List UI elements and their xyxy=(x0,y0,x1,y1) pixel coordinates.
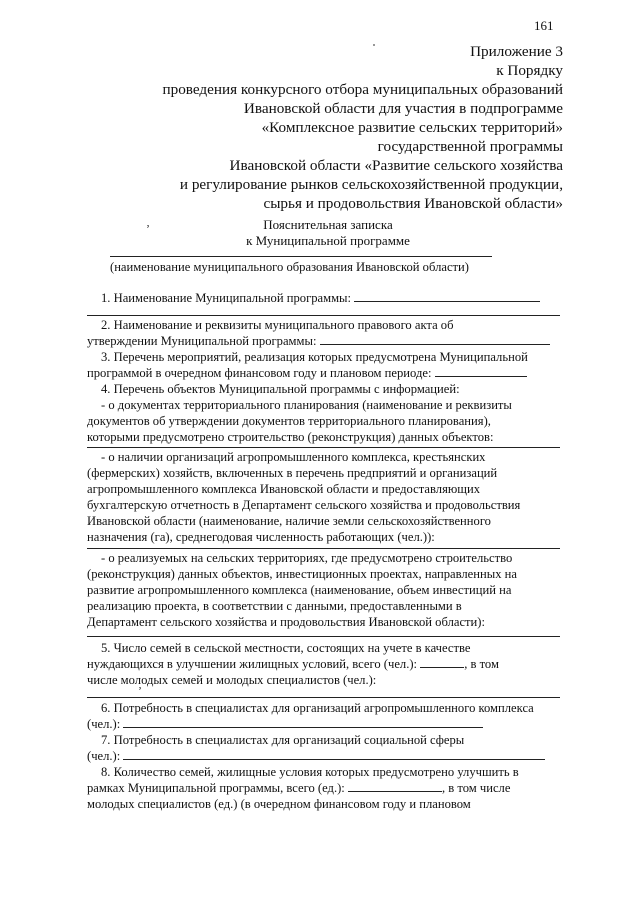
header-line: Приложение 3 xyxy=(470,43,563,60)
section-6-line1: 6. Потребность в специалистах для организаций агропромышленного комплекса xyxy=(101,701,534,715)
header-line: и регулирование рынков сельскохозяйственной продукции, xyxy=(179,176,563,193)
section-8-text: рамках Муниципальной программы, всего (ед.): xyxy=(87,781,345,795)
agro-organizations-field[interactable] xyxy=(87,548,560,549)
section-1-continuation-line[interactable] xyxy=(87,315,560,316)
planning-documents-field[interactable] xyxy=(87,447,560,448)
section-4b-line: агропромышленного комплекса Ивановской области и предоставляющих xyxy=(87,482,480,496)
section-8-line2 xyxy=(87,780,510,796)
section-5-text: нуждающихся в улучшении жилищных условий, всего (чел.): xyxy=(87,657,418,671)
section-4a-line: документов об утверждении документов территориального планирования), xyxy=(87,414,491,428)
document-subtitle: к Муниципальной программе xyxy=(246,233,410,248)
section-4b-line: - о наличии организаций агропромышленного комплекса, крестьянских xyxy=(101,450,486,464)
header-line: Ивановской области «Развитие сельского хозяйства xyxy=(229,157,563,174)
section-4c-line: (реконструкция) данных объектов, инвестиционных проектах, направленных на xyxy=(87,567,517,581)
municipality-caption: (наименование муниципального образования Ивановской области) xyxy=(110,260,469,274)
section-4b-line: (фермерских) хозяйств, включенных в перечень предприятий и организаций xyxy=(87,466,498,480)
header-line: Ивановской области для участия в подпрограмме xyxy=(243,100,563,117)
section-4c-line: Департамент сельского хозяйства и продовольствия Ивановской области): xyxy=(87,615,485,629)
header-line: к Порядку xyxy=(496,62,563,79)
page-number: 161 xyxy=(534,18,554,33)
section-4a-line: которыми предусмотрено строительство (реконструкция) данных объектов: xyxy=(87,430,494,444)
section-4b-line: бухгалтерскую отчетность в Департамент сельского хозяйства и продовольствия xyxy=(87,498,521,512)
legal-act-field[interactable] xyxy=(320,333,550,345)
section-5-text-cont: , в том xyxy=(464,657,499,671)
scan-mark: ʼ xyxy=(146,222,150,236)
agro-specialists-field[interactable] xyxy=(123,716,483,728)
scan-mark: ʼ xyxy=(138,684,142,698)
families-improved-field[interactable] xyxy=(348,780,442,792)
section-7-text: (чел.): xyxy=(87,749,121,763)
header-line: проведения конкурсного отбора муниципальных образований xyxy=(162,81,563,98)
section-5-line2 xyxy=(87,656,499,672)
section-6-text: (чел.): xyxy=(87,717,121,731)
header-line: государственной программы xyxy=(377,138,563,155)
families-total-field[interactable] xyxy=(420,656,464,668)
header-line: сырья и продовольствия Ивановской области» xyxy=(263,195,563,212)
section-4c-line: - о реализуемых на сельских территориях, где предусмотрено строительство xyxy=(101,551,513,565)
section-4-intro: 4. Перечень объектов Муниципальной программы с информацией: xyxy=(101,382,460,396)
municipality-name-field[interactable] xyxy=(110,256,492,257)
section-3-line1: 3. Перечень мероприятий, реализация которых предусмотрена Муниципальной xyxy=(101,350,528,364)
section-5-line1: 5. Число семей в сельской местности, состоящих на учете в качестве xyxy=(101,641,471,655)
section-8-line1: 8. Количество семей, жилищные условия которых предусмотрено улучшить в xyxy=(101,765,519,779)
young-families-field[interactable] xyxy=(87,697,560,698)
section-4c-line: реализацию проекта, в соответствии с данными, предоставленными в xyxy=(87,599,462,613)
section-3-line2 xyxy=(87,365,527,381)
section-4b-line: назначения (га), среднегодовая численность работающих (чел.)): xyxy=(87,530,435,544)
section-4a-line: - о документах территориального планирования (наименование и реквизиты xyxy=(101,398,512,412)
section-7-line2 xyxy=(87,748,545,764)
activities-field[interactable] xyxy=(435,365,527,377)
document-title: Пояснительная записка xyxy=(263,217,393,232)
section-8-text-cont: , в том числе xyxy=(441,781,511,795)
section-7-line1: 7. Потребность в специалистах для организаций социальной сферы xyxy=(101,733,465,747)
investment-projects-field[interactable] xyxy=(87,636,560,637)
section-4b-line: Ивановской области (наименование, наличие земли сельскохозяйственного xyxy=(87,514,491,528)
section-1-label xyxy=(101,290,540,306)
section-2-line1: 2. Наименование и реквизиты муниципального правового акта об xyxy=(101,318,454,332)
section-3-text: программой в очередном финансовом году и плановом периоде: xyxy=(87,366,432,380)
header-line: «Комплексное развитие сельских территорий» xyxy=(261,119,563,136)
section-1-text: 1. Наименование Муниципальной программы: xyxy=(101,291,352,305)
scan-speck xyxy=(373,44,375,46)
section-4c-line: развитие агропромышленного комплекса (наименование, объем инвестиций на xyxy=(87,583,512,597)
program-name-field[interactable] xyxy=(354,290,540,302)
social-specialists-field[interactable] xyxy=(123,748,545,760)
section-8-line3: молодых специалистов (ед.) (в очередном финансовом году и плановом xyxy=(87,797,471,811)
section-2-line2 xyxy=(87,333,550,349)
section-6-line2 xyxy=(87,716,483,732)
section-2-text: утверждении Муниципальной программы: xyxy=(87,334,317,348)
section-5-line3: числе молодых семей и молодых специалистов (чел.): xyxy=(87,673,377,687)
